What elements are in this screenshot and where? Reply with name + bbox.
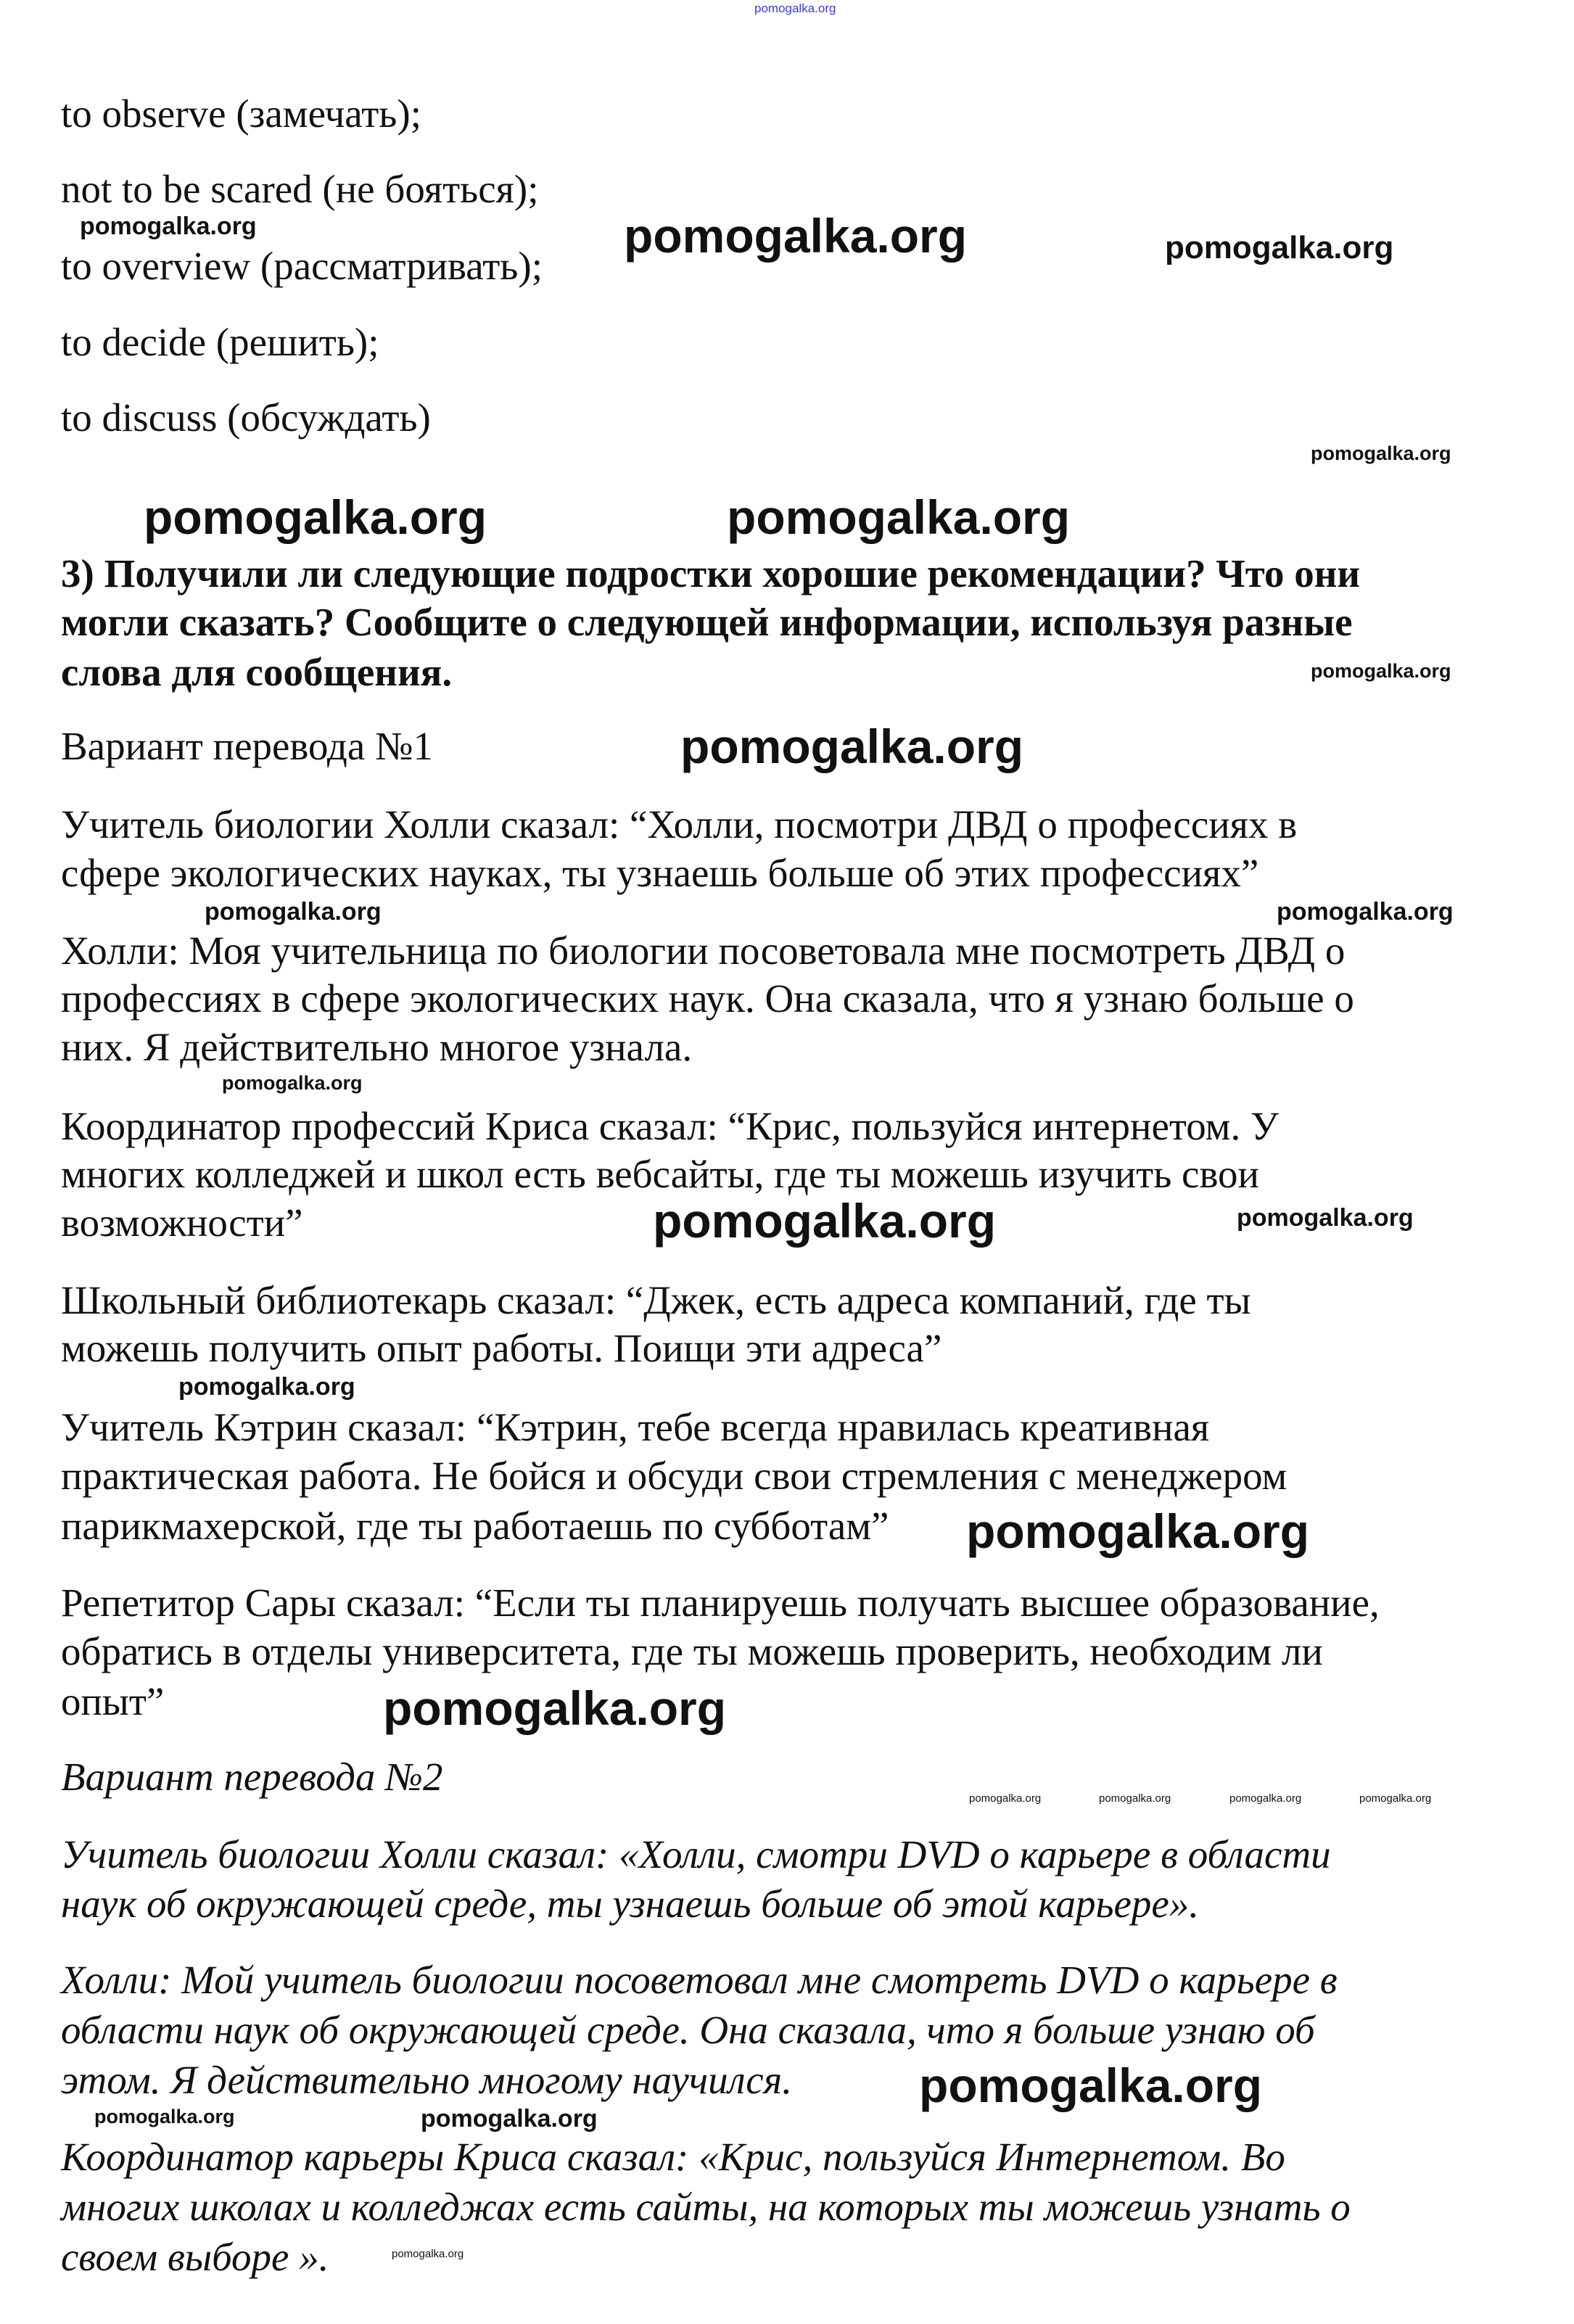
- watermark: pomogalka.org: [1099, 1792, 1171, 1805]
- watermark: pomogalka.org: [919, 2059, 1263, 2112]
- watermark: pomogalka.org: [80, 213, 257, 240]
- watermark: pomogalka.org: [1277, 898, 1454, 926]
- watermark: pomogalka.org: [969, 1792, 1042, 1805]
- paragraph-line: Учитель биологии Холли сказал: «Холли, смотри DVD о карьере в области: [61, 1832, 1331, 1876]
- vocab-item: to discuss (обсуждать): [61, 395, 431, 440]
- paragraph-line: обратись в отделы университета, где ты можешь проверить, необходим ли: [61, 1629, 1323, 1673]
- task-heading: могли сказать? Сообщите о следующей информации, используя разные: [61, 600, 1353, 644]
- paragraph-line: многих школах и колледжах есть сайты, на которых ты можешь узнать о: [61, 2185, 1351, 2229]
- watermark: pomogalka.org: [1359, 1792, 1432, 1805]
- paragraph-line: многих колледжей и школ есть вебсайты, где ты можешь изучить свои: [61, 1152, 1259, 1196]
- watermark: pomogalka.org: [205, 898, 382, 926]
- paragraph-line: области наук об окружающей среде. Она сказала, что я больше узнаю об: [61, 2008, 1315, 2052]
- paragraph-line: Координатор карьеры Криса сказал: «Крис, пользуйся Интернетом. Во: [61, 2135, 1285, 2179]
- paragraph-line: практическая работа. Не бойся и обсуди свои стремления с менеджером: [61, 1454, 1287, 1498]
- paragraph-line: сфере экологических науках, ты узнаешь больше об этих профессиях”: [61, 851, 1259, 895]
- watermark: pomogalka.org: [727, 490, 1071, 544]
- paragraph-line: Учитель Кэтрин сказал: “Кэтрин, тебе всегда нравилась креативная: [61, 1405, 1210, 1449]
- paragraph-line: этом. Я действительно многому научился.: [61, 2058, 792, 2102]
- watermark: pomogalka.org: [1311, 442, 1451, 464]
- header-watermark: pomogalka.org: [754, 1, 836, 15]
- watermark: pomogalka.org: [966, 1504, 1310, 1558]
- paragraph-line: Холли: Моя учительница по биологии посоветовала мне посмотреть ДВД о: [61, 928, 1346, 973]
- watermark: pomogalka.org: [624, 209, 968, 263]
- watermark: pomogalka.org: [680, 720, 1024, 773]
- watermark: pomogalka.org: [178, 1373, 355, 1401]
- paragraph-line: них. Я действительно многое узнала.: [61, 1025, 693, 1069]
- watermark: pomogalka.org: [1229, 1792, 1302, 1805]
- watermark: pomogalka.org: [1237, 1204, 1414, 1232]
- watermark: pomogalka.org: [383, 1681, 727, 1735]
- watermark: pomogalka.org: [1165, 230, 1394, 265]
- vocab-item: not to be scared (не бояться);: [61, 167, 539, 211]
- variant2-title: Вариант перевода №2: [61, 1755, 443, 1799]
- watermark: pomogalka.org: [653, 1194, 997, 1248]
- vocab-item: to observe (замечать);: [61, 91, 421, 136]
- watermark: pomogalka.org: [392, 2248, 464, 2260]
- task-heading: 3) Получили ли следующие подростки хорошие рекомендации? Что они: [61, 551, 1361, 596]
- paragraph-line: наук об окружающей среде, ты узнаешь больше об этой карьере».: [61, 1882, 1200, 1926]
- watermark: pomogalka.org: [1311, 660, 1451, 682]
- paragraph-line: профессиях в сфере экологических наук. Она сказала, что я узнаю больше о: [61, 976, 1354, 1021]
- paragraph-line: можешь получить опыт работы. Поищи эти адреса”: [61, 1326, 942, 1370]
- variant1-title: Вариант перевода №1: [61, 724, 434, 768]
- watermark: pomogalka.org: [222, 1072, 363, 1094]
- paragraph-line: своем выборе ».: [61, 2235, 329, 2279]
- vocab-item: to decide (решить);: [61, 320, 379, 364]
- paragraph-line: Холли: Мой учитель биологии посоветовал мне смотреть DVD о карьере в: [61, 1958, 1338, 2002]
- paragraph-line: возможности”: [61, 1200, 303, 1245]
- watermark: pomogalka.org: [94, 2106, 235, 2127]
- paragraph-line: Учитель биологии Холли сказал: “Холли, посмотри ДВД о профессиях в: [61, 802, 1298, 846]
- paragraph-line: Координатор профессий Криса сказал: “Крис, пользуйся интернетом. У: [61, 1104, 1279, 1148]
- watermark: pomogalka.org: [144, 490, 487, 544]
- watermark: pomogalka.org: [421, 2105, 598, 2133]
- vocab-item: to overview (рассматривать);: [61, 244, 543, 288]
- task-heading: слова для сообщения.: [61, 650, 453, 694]
- paragraph-line: опыт”: [61, 1679, 165, 1723]
- paragraph-line: Репетитор Сары сказал: “Если ты планируешь получать высшее образование,: [61, 1581, 1380, 1625]
- paragraph-line: парикмахерской, где ты работаешь по субботам”: [61, 1504, 889, 1548]
- paragraph-line: Школьный библиотекарь сказал: “Джек, есть адреса компаний, где ты: [61, 1278, 1251, 1322]
